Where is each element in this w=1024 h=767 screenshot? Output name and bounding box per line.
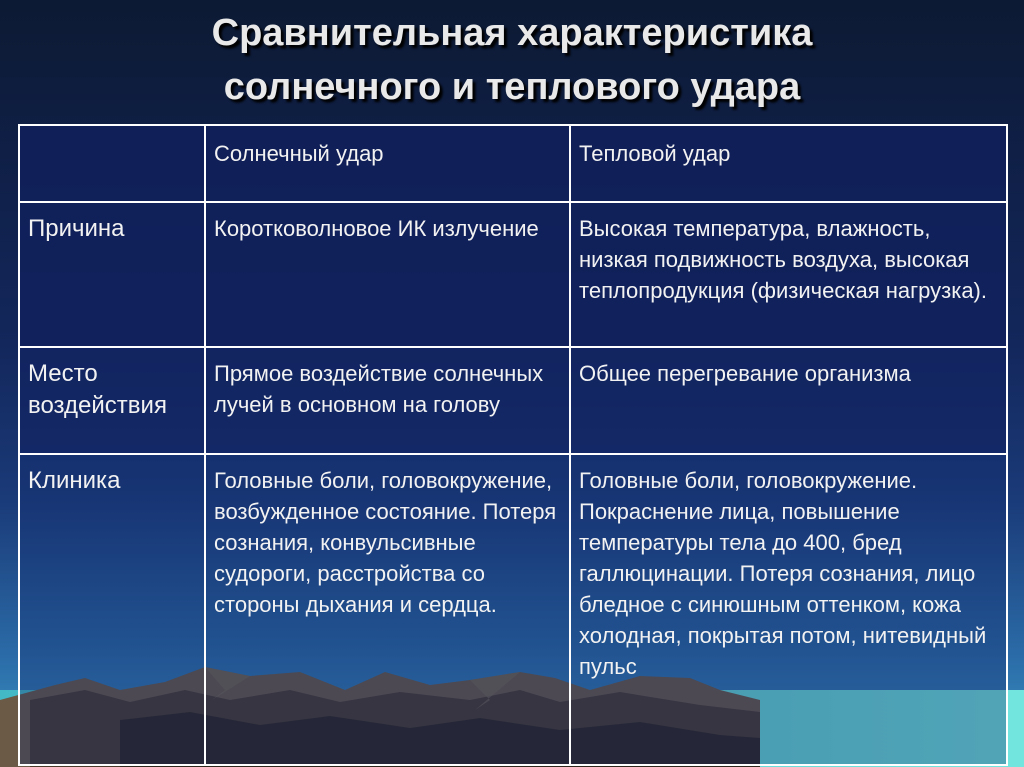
header-cell-sunstroke: Солнечный удар bbox=[205, 125, 570, 202]
table-row bbox=[19, 202, 1007, 347]
row-label-clinic: Клиника bbox=[19, 454, 205, 765]
row-label-site: Место воздействия bbox=[19, 347, 205, 454]
cell-heatstroke-clinic: Головные боли, головокружение. Покраснение лица, повышение температуры тела до 400, бред галлюцинации. Потеря сознания, лицо бледное с синюшным оттенком, кожа холодная, покрытая потом, нитевидный пульс bbox=[570, 454, 1007, 765]
slide-title bbox=[0, 6, 1024, 114]
comparison-table bbox=[18, 124, 1008, 766]
row-label-cause: Причина bbox=[19, 202, 205, 347]
cell-sunstroke-cause: Коротковолновое ИК излучение bbox=[205, 202, 570, 347]
cell-heatstroke-cause: Высокая температура, влажность, низкая подвижность воздуха, высокая теплопродукция (физическая нагрузка). bbox=[570, 202, 1007, 347]
table-header-row bbox=[19, 125, 1007, 202]
cell-heatstroke-site: Общее перегревание организма bbox=[570, 347, 1007, 454]
header-cell-heatstroke: Тепловой удар bbox=[570, 125, 1007, 202]
slide-title-line-1: Сравнительная характеристика bbox=[211, 12, 813, 54]
cell-sunstroke-clinic: Головные боли, головокружение, возбужденное состояние. Потеря сознания, конвульсивные судороги, расстройства со стороны дыхания и сердца. bbox=[205, 454, 570, 765]
table-row bbox=[19, 347, 1007, 454]
slide-title-line-2: солнечного и теплового удара bbox=[223, 66, 801, 108]
table-row bbox=[19, 454, 1007, 765]
header-cell-empty bbox=[19, 125, 205, 202]
cell-sunstroke-site: Прямое воздействие солнечных лучей в основном на голову bbox=[205, 347, 570, 454]
